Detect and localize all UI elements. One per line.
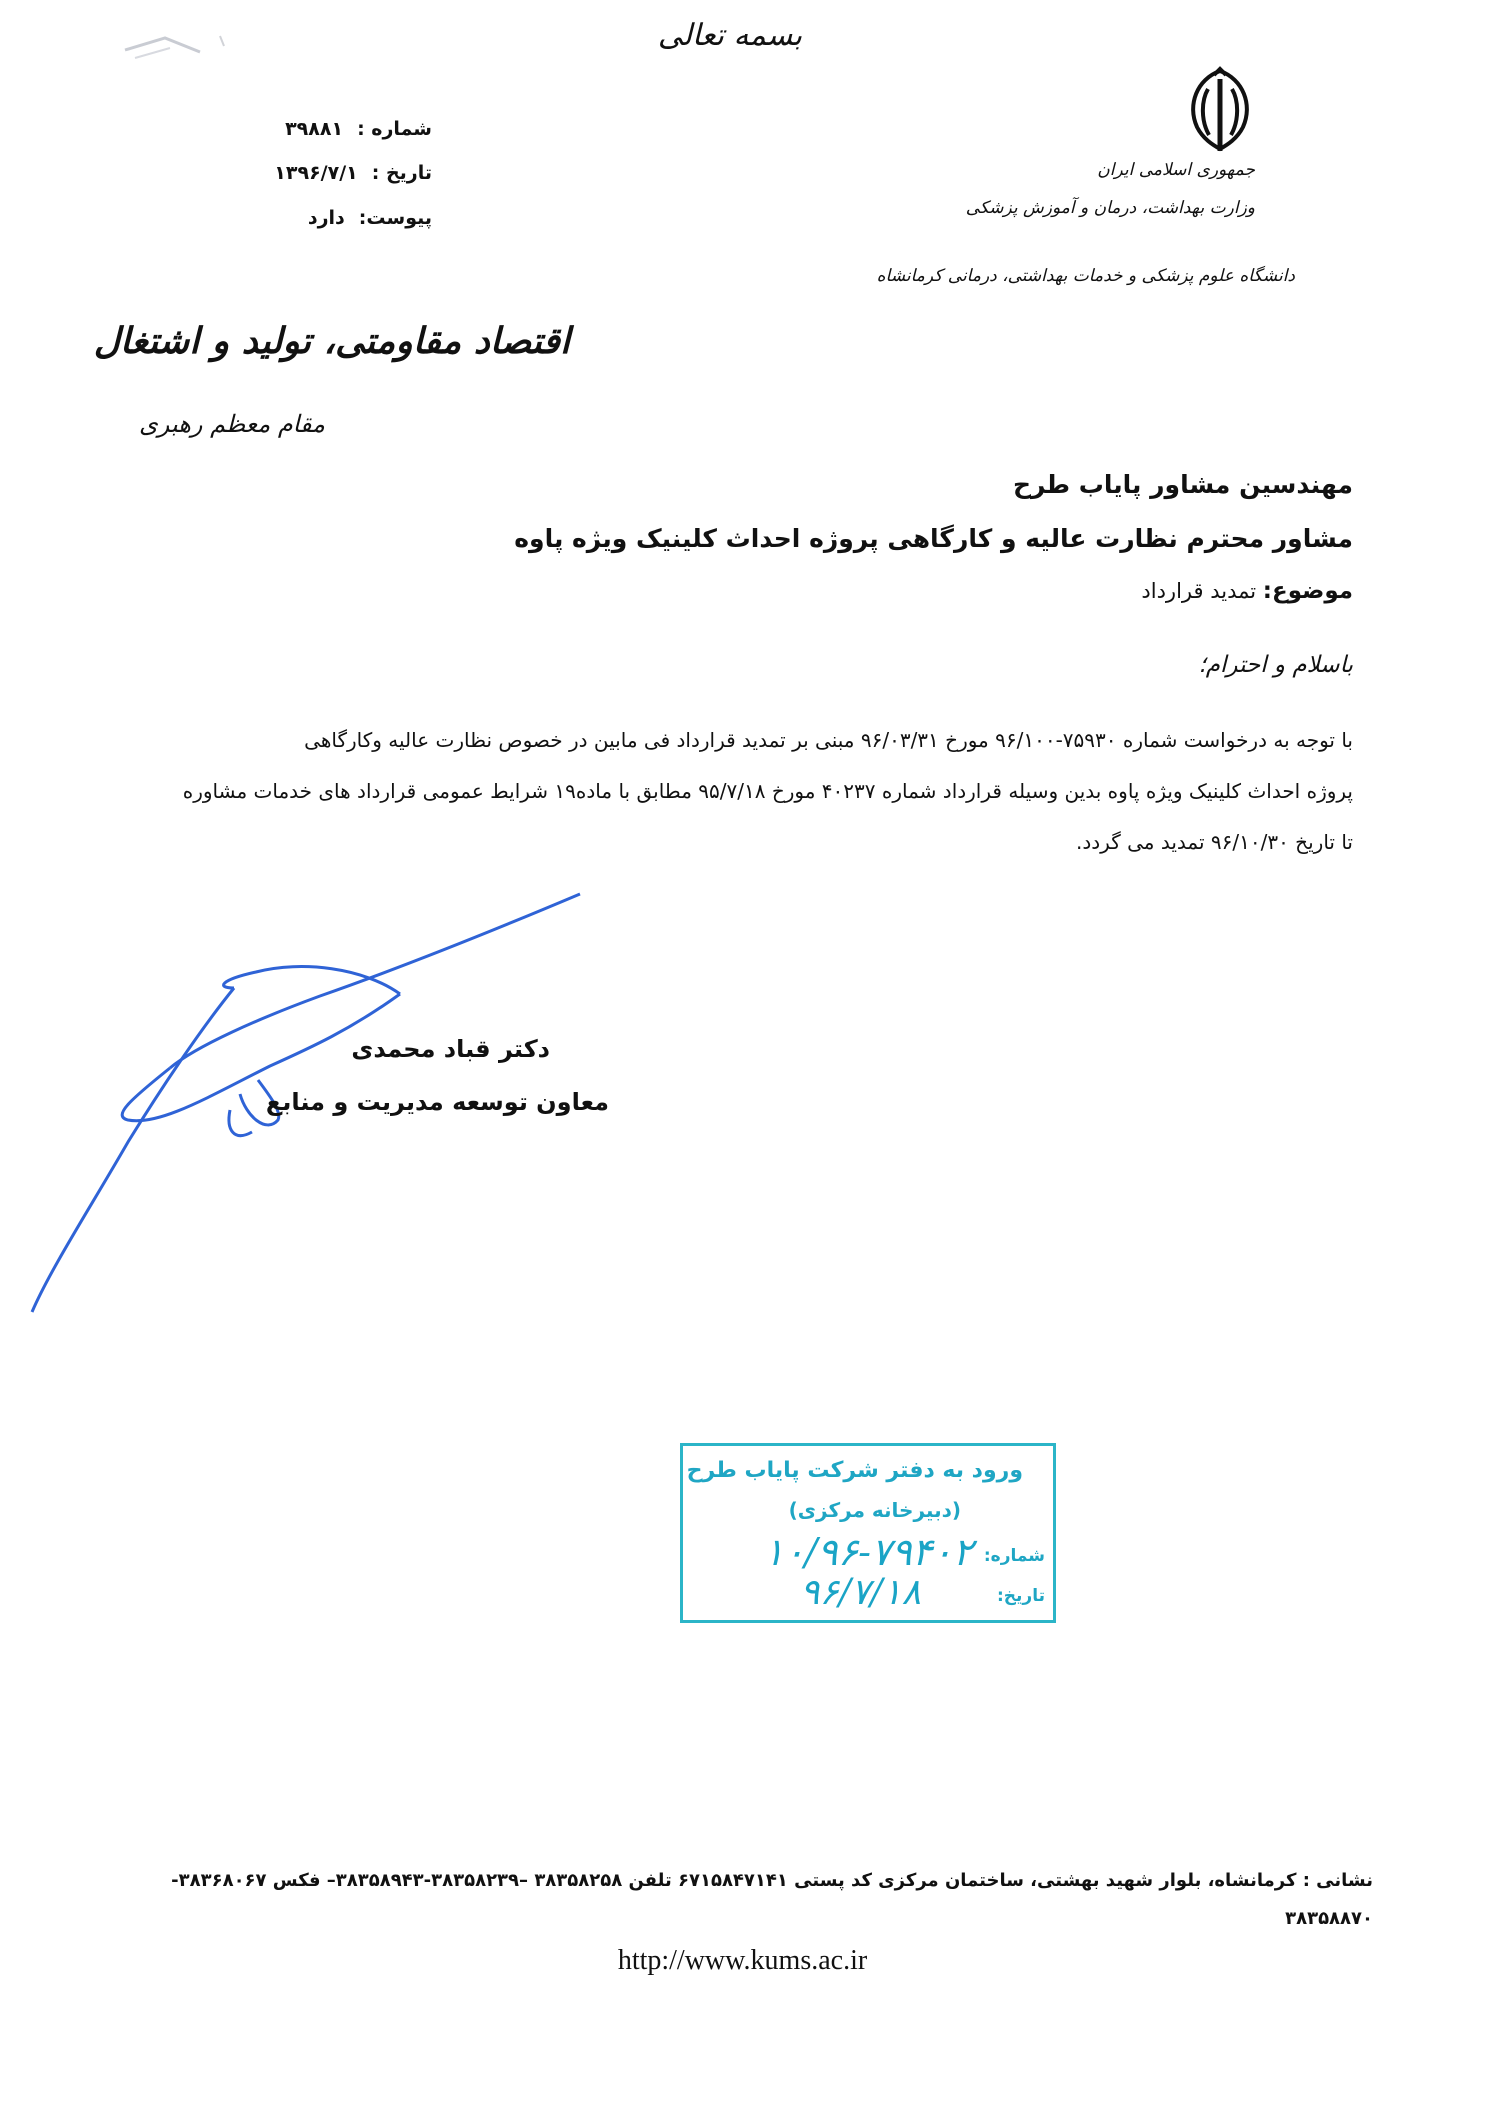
basmala: بسمه تعالی — [657, 18, 803, 53]
greeting: باسلام و احترام؛ — [1198, 652, 1353, 678]
subject-label: موضوع: — [1262, 578, 1353, 604]
letter-date-value: ۱۳۹۶/۷/۱ — [274, 162, 358, 184]
signatory-title: معاون توسعه مدیریت و منابع — [265, 1088, 609, 1116]
letter-body — [63, 715, 1353, 868]
footer-address-line-2: ۳۸۳۵۸۸۷۰ — [1285, 1908, 1373, 1929]
letter-date-row — [274, 162, 432, 184]
subject-value: تمدید قرارداد — [1141, 579, 1257, 603]
stamp-number-label: شماره: — [983, 1546, 1045, 1566]
letter-number-value: ۳۹۸۸۱ — [285, 118, 344, 140]
body-line-2: پروژه احداث کلینیک ویژه پاوه بدین وسیله قرارداد شماره ۴۰۲۳۷ مورخ ۹۵/۷/۱۸ مطابق با ماده۱۹ شرایط عمومی قرارداد های خدمات مشاوره — [182, 779, 1353, 803]
stamp-date-value: ۹۶/۷/۱۸ — [800, 1572, 921, 1613]
motto-attribution: مقام معظم رهبری — [138, 410, 325, 438]
receipt-stamp — [680, 1443, 1056, 1623]
letter-date-label: تاریخ : — [371, 162, 432, 184]
body-line-3: تا تاریخ ۹۶/۱۰/۳۰ تمدید می گردد. — [1076, 830, 1353, 854]
stamp-subheading: (دبیرخانه مرکزی) — [788, 1498, 961, 1522]
letter-attachment-label: پیوست: — [358, 207, 432, 229]
emblem-line-3: دانشگاه علوم پزشکی و خدمات بهداشتی، درمانی کرمانشاه — [876, 266, 1295, 286]
stamp-date-label: تاریخ: — [997, 1586, 1045, 1606]
subject-line — [1141, 578, 1353, 604]
recipient-description: مشاور محترم نظارت عالیه و کارگاهی پروژه احداث کلینیک ویژه پاوه — [514, 524, 1353, 553]
letter-number-row — [285, 118, 432, 140]
scan-smudge — [120, 30, 240, 70]
stamp-heading: ورود به دفتر شرکت پایاب طرح — [686, 1458, 1023, 1483]
emblem-line-2: وزارت بهداشت، درمان و آموزش پزشکی — [965, 198, 1255, 218]
footer-website-link[interactable]: http://www.kums.ac.ir — [617, 1945, 868, 1976]
letter-attachment-value: دارد — [307, 207, 345, 229]
letter-number-label: شماره : — [357, 118, 432, 140]
iran-emblem-icon — [1175, 65, 1265, 160]
stamp-number-value: ۱۰/۹۶-۷۹۴۰۲ — [763, 1530, 973, 1574]
recipient-company: مهندسین مشاور پایاب طرح — [1012, 470, 1353, 499]
annual-motto: اقتصاد مقاومتی، تولید و اشتغال — [93, 320, 570, 362]
emblem-line-1: جمهوری اسلامی ایران — [1097, 160, 1255, 180]
signatory-name: دکتر قباد محمدی — [351, 1035, 550, 1063]
footer-address — [143, 1862, 1373, 1938]
footer-address-line-1: نشانی : کرمانشاه، بلوار شهید بهشتی، ساختمان مرکزی کد پستی ۶۷۱۵۸۴۷۱۴۱ تلفن ۳۸۳۵۸۲۵۸ –۳۸۳۵۸۲۳۹-۳۸۳۵۸۹۴۳– فکس ۳۸۳۶۸۰۶۷- — [171, 1870, 1373, 1891]
body-line-1: با توجه به درخواست شماره ۷۵۹۳۰-۹۶/۱۰۰ مورخ ۹۶/۰۳/۳۱ مبنی بر تمدید قرارداد فی مابین در خصوص نظارت عالیه وکارگاهی — [304, 728, 1353, 752]
letter-attachment-row — [308, 207, 432, 229]
